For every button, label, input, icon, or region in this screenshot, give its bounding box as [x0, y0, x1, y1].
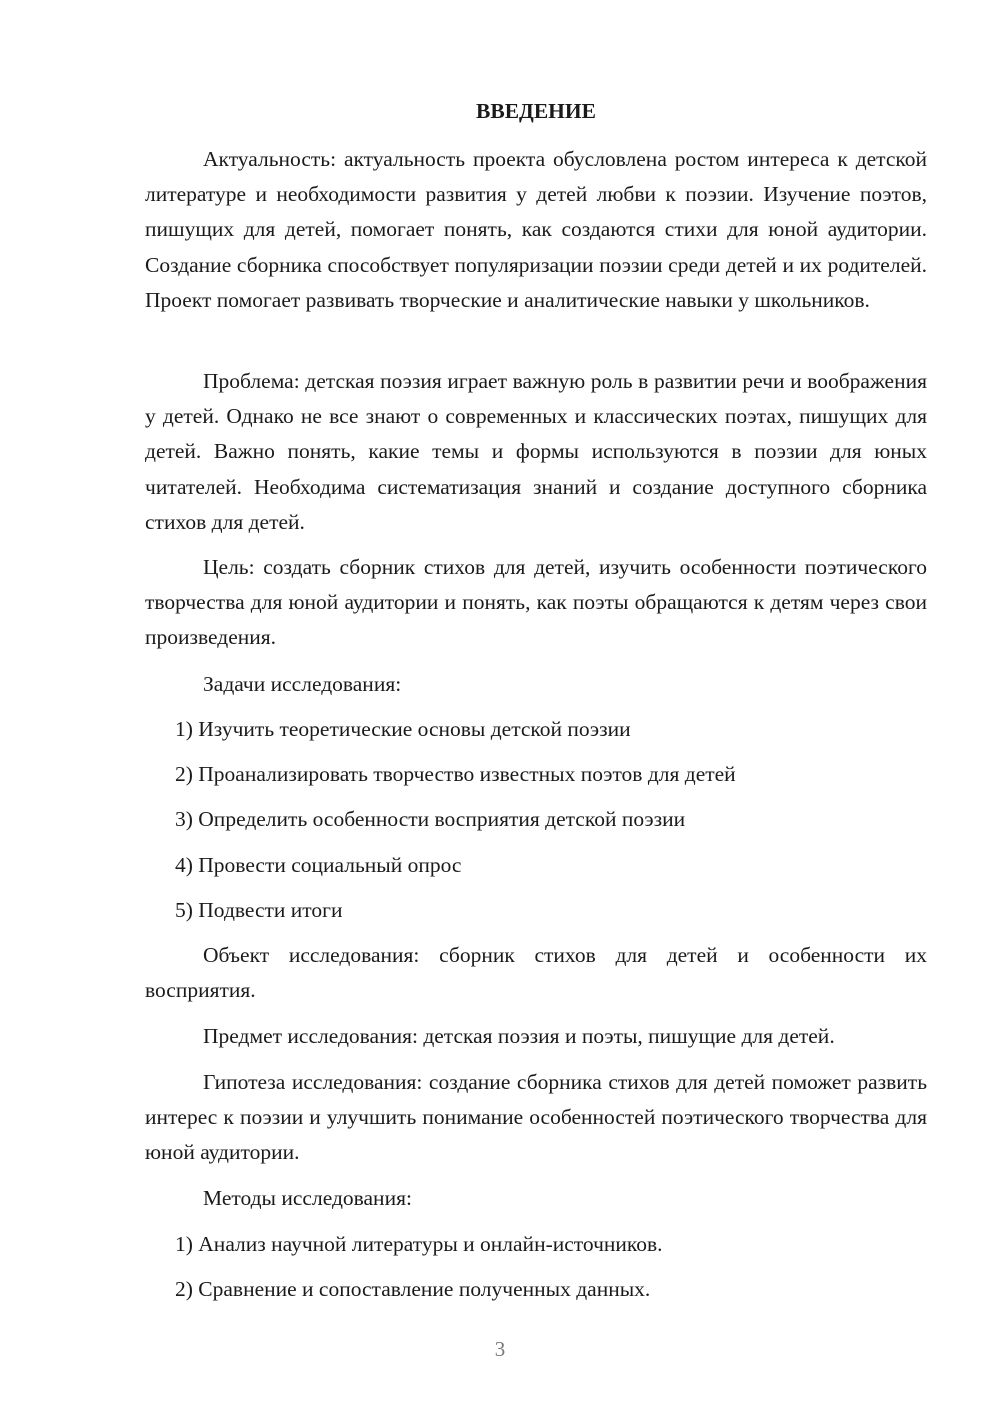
method-item: 1) Анализ научной литературы и онлайн-источников.	[175, 1232, 663, 1256]
task-item: 4) Провести социальный опрос	[175, 853, 462, 877]
paragraph-goal: Цель: создать сборник стихов для детей, изучить особенности поэтического творчества для юной аудитории и понять, как поэты обращаются к детям через свои произведения.	[145, 555, 927, 650]
paragraph-hypothesis: Гипотеза исследования: создание сборника стихов для детей поможет развить интерес к поэзии и улучшить понимание особенностей поэтического творчества для юной аудитории.	[145, 1070, 927, 1165]
task-item: 5) Подвести итоги	[175, 898, 343, 922]
page-number: 3	[494, 1337, 506, 1361]
task-item: 3) Определить особенности восприятия детской поэзии	[175, 807, 686, 831]
paragraph-problem: Проблема: детская поэзия играет важную роль в развитии речи и воображения у детей. Однако не все знают о современных и классических поэтах, пишущих для детей. Важно понять, какие темы и формы используются в поэзии для юных читателей. Необходима систематизация знаний и создание доступного сборника стихов для детей.	[145, 369, 927, 534]
paragraph-relevance: Актуальность: актуальность проекта обусловлена ростом интереса к детской литературе и необходимости развития у детей любви к поэзии. Изучение поэтов, пишущих для детей, помогает понять, как создаются стихи для юной аудитории. Создание сборника способствует популяризации поэзии среди детей и их родителей. Проект помогает развивать творческие и аналитические навыки у школьников.	[145, 147, 927, 312]
task-item: 1) Изучить теоретические основы детской поэзии	[175, 717, 631, 741]
paragraph-object: Объект исследования: сборник стихов для детей и особенности их восприятия.	[145, 943, 927, 1003]
page-title: ВВЕДЕНИЕ	[476, 99, 596, 123]
tasks-heading: Задачи исследования:	[203, 672, 402, 696]
paragraph-subject: Предмет исследования: детская поэзия и поэты, пишущие для детей.	[203, 1024, 835, 1048]
task-item: 2) Проанализировать творчество известных поэтов для детей	[175, 762, 736, 786]
method-item: 2) Сравнение и сопоставление полученных данных.	[175, 1277, 651, 1301]
methods-heading: Методы исследования:	[203, 1186, 412, 1210]
